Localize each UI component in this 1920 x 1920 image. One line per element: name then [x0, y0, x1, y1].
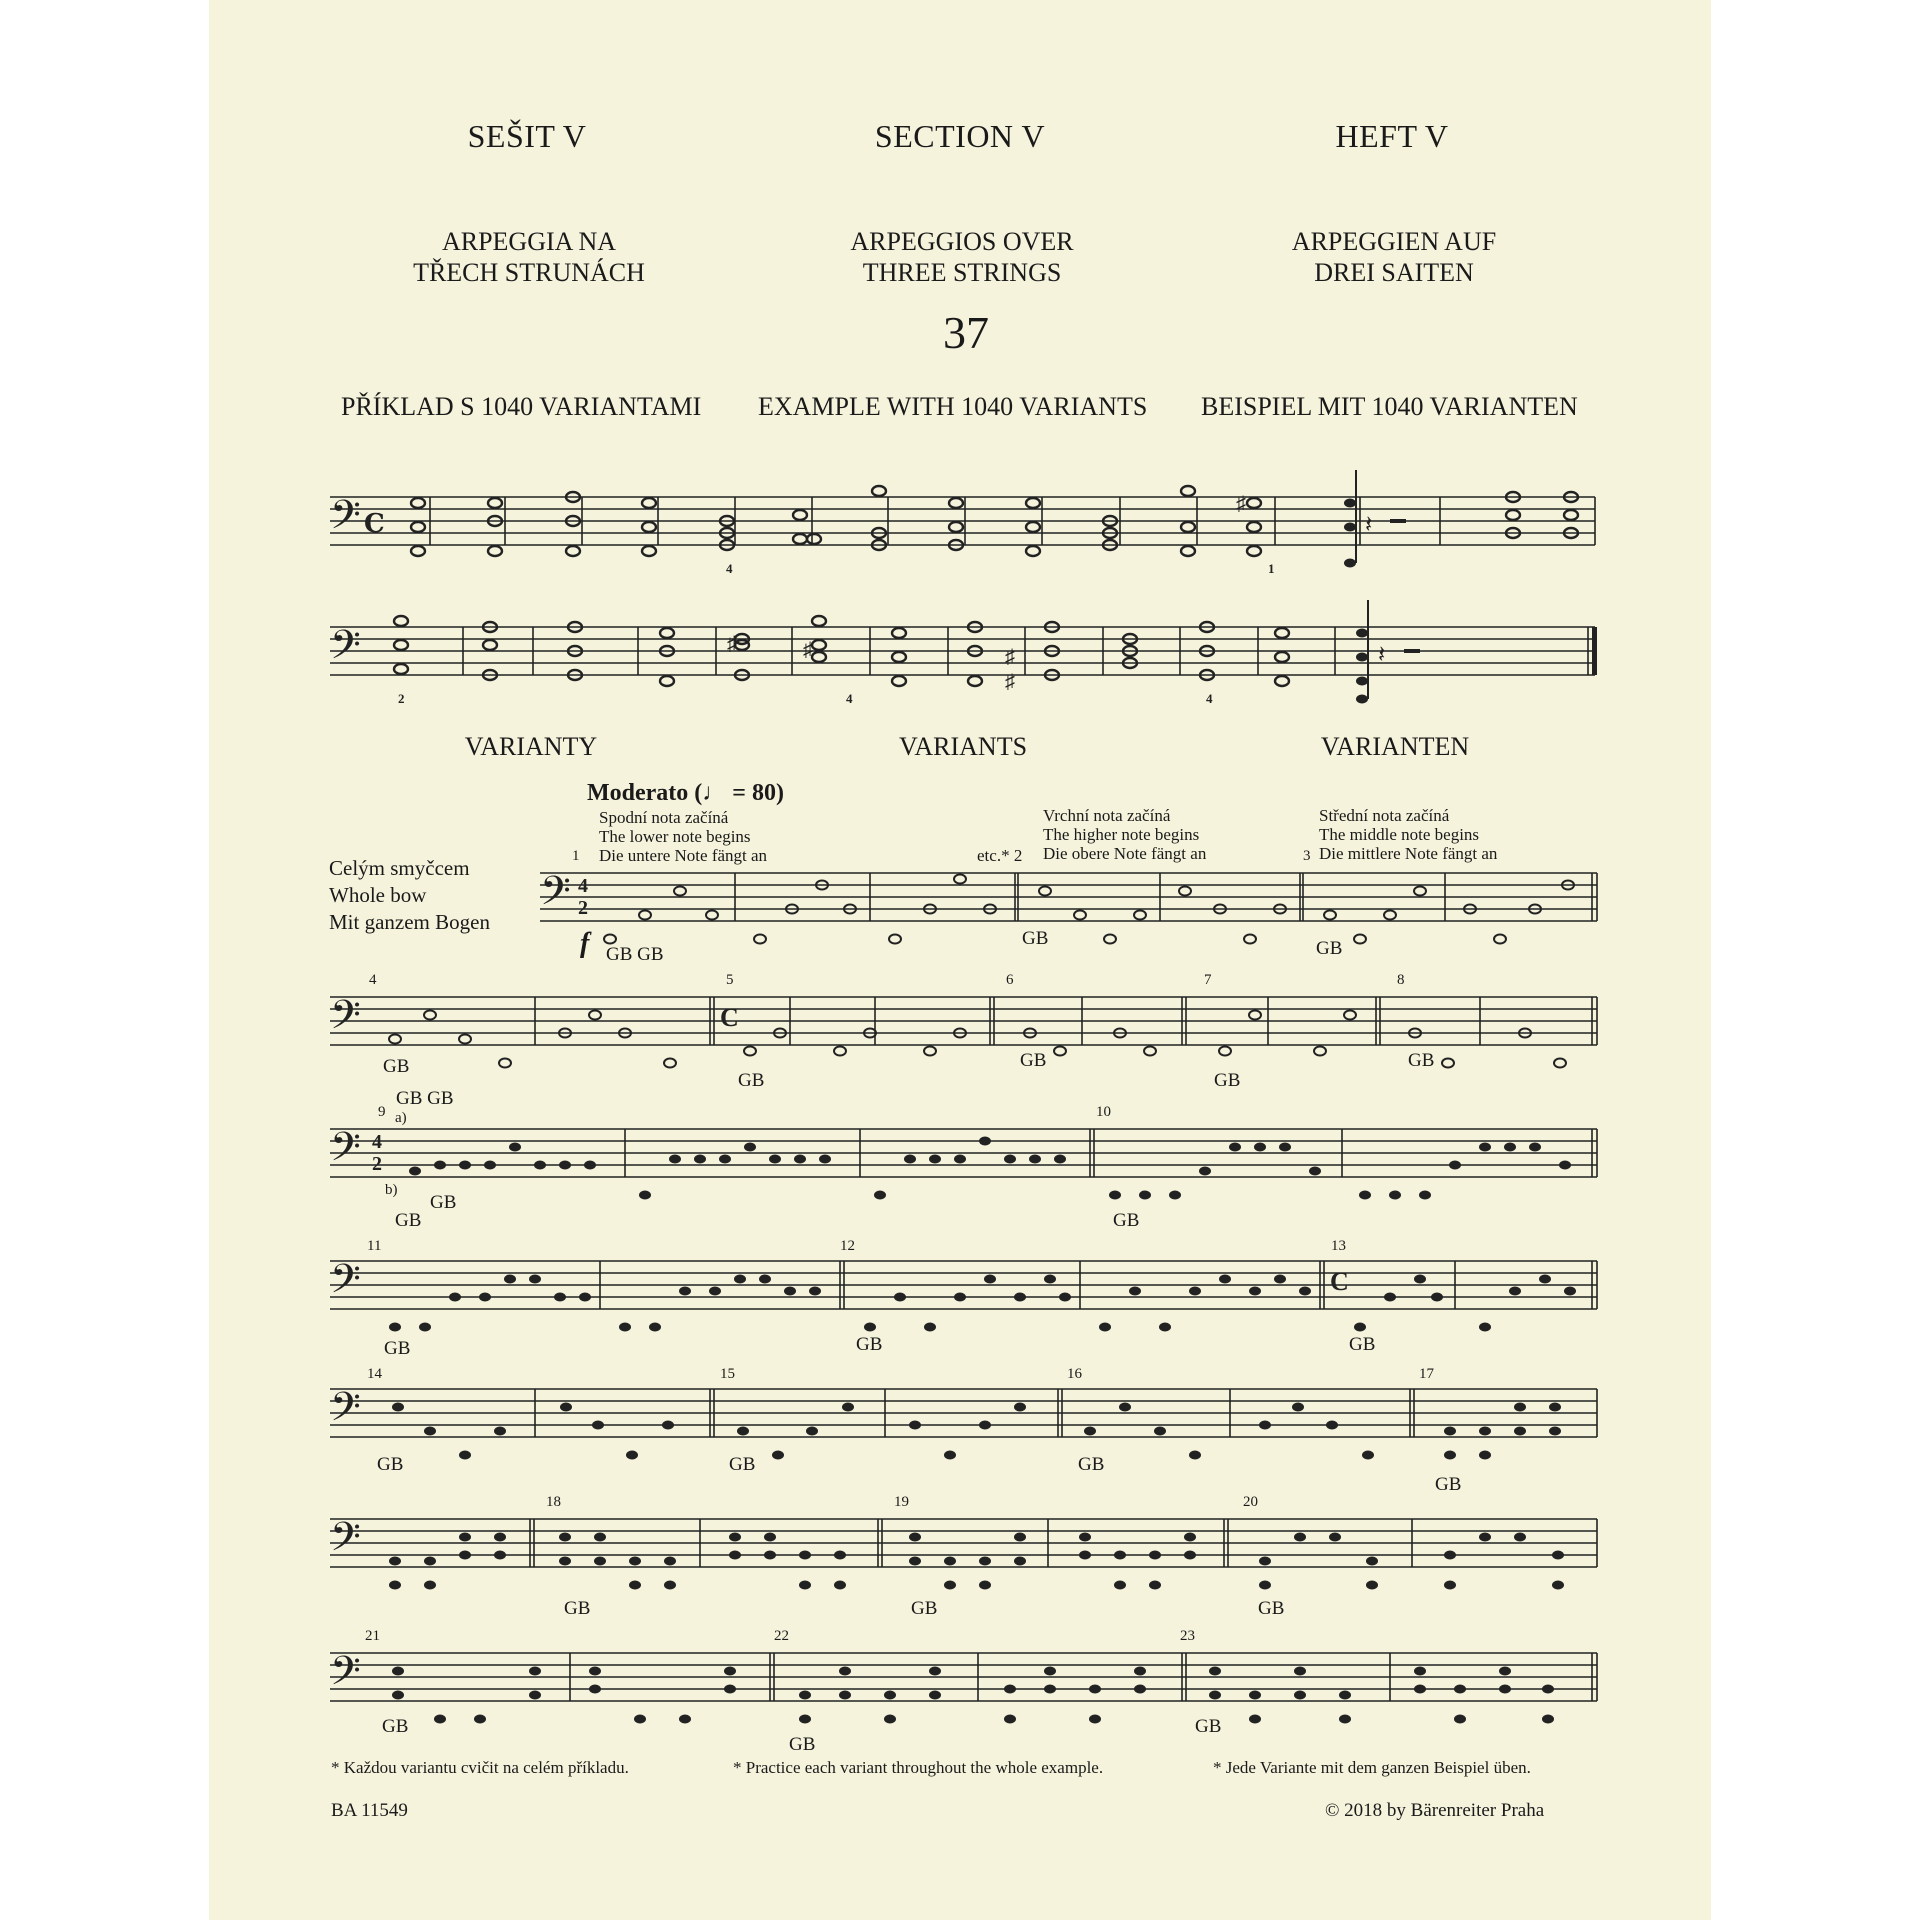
staff-variants-3 [330, 1112, 1600, 1212]
catalog-number: BA 11549 [331, 1800, 408, 1821]
score-page [209, 0, 1711, 1920]
measure-number-4: 4 [369, 972, 377, 988]
gb-mark: GB [1020, 1050, 1047, 1071]
gb-mark: GB GB [606, 944, 664, 965]
svg-text:♯: ♯ [803, 639, 813, 661]
subtitle-german: ARPEGGIEN AUF DREI SAITEN [1291, 227, 1497, 287]
variants-english: VARIANTS [898, 732, 1028, 761]
gb-mark: GB [383, 1056, 410, 1077]
svg-text:♯: ♯ [1005, 671, 1015, 693]
svg-text:𝄢: 𝄢 [330, 492, 361, 548]
staff-variants-6 [330, 1502, 1600, 1602]
gb-mark: GB [1022, 928, 1049, 949]
staff-chords-1 [330, 470, 1600, 590]
etc-mark: etc.* 2 [977, 846, 1023, 865]
staff-variants-4 [330, 1244, 1600, 1344]
measure-number-7: 7 [1204, 972, 1212, 988]
example-english: EXAMPLE WITH 1040 VARIANTS [758, 392, 1148, 421]
gb-mark: GB [1113, 1210, 1140, 1231]
svg-text:4: 4 [846, 691, 853, 706]
measure-number-15: 15 [720, 1366, 735, 1382]
measure-number-9: 9 [378, 1104, 386, 1120]
measure-number-6: 6 [1006, 972, 1014, 988]
footnote-german: * Jede Variante mit dem ganzen Beispiel üben. [1213, 1758, 1531, 1777]
gb-mark: GB [377, 1454, 404, 1475]
footnote-czech: * Každou variantu cvičit na celém příkladu. [331, 1758, 629, 1777]
measure-number-14: 14 [367, 1366, 382, 1382]
measure-number-1: 1 [572, 848, 580, 864]
gb-mark: GB [729, 1454, 756, 1475]
svg-text:𝄢: 𝄢 [330, 1126, 361, 1179]
subtitle-english: ARPEGGIOS OVER THREE STRINGS [850, 227, 1074, 287]
staff-variants-7 [330, 1636, 1600, 1736]
staff-variants-1 [540, 856, 1600, 956]
svg-text:4: 4 [578, 875, 588, 897]
middle-note-begins: Střední nota začíná The middle note begins Die mittlere Note fängt an [1319, 806, 1498, 863]
svg-text:𝄢: 𝄢 [330, 1258, 361, 1311]
gb-mark: GB [1258, 1598, 1285, 1619]
variants-german: VARIANTEN [1320, 732, 1470, 761]
svg-text:2: 2 [578, 897, 588, 919]
higher-note-begins: Vrchní nota začíná The higher note begins Die obere Note fängt an [1043, 806, 1207, 863]
svg-text:𝄽: 𝄽 [1378, 642, 1386, 668]
gb-mark: GB [1078, 1454, 1105, 1475]
measure-number-19: 19 [894, 1494, 909, 1510]
gb-mark: GB [384, 1338, 411, 1359]
footnote-english: * Practice each variant throughout the whole example. [733, 1758, 1104, 1777]
measure-number-5: 5 [726, 972, 734, 988]
measure-number-23: 23 [1180, 1628, 1195, 1644]
copyright: © 2018 by Bärenreiter Praha [1325, 1800, 1545, 1821]
svg-text:𝄢: 𝄢 [330, 622, 361, 678]
gb-mark: GB [1408, 1050, 1435, 1071]
gb-mark: GB [856, 1334, 883, 1355]
measure-number-20: 20 [1243, 1494, 1258, 1510]
measure-number-12: 12 [840, 1238, 855, 1254]
measure-number-3: 3 [1303, 848, 1311, 864]
lower-note-begins: Spodní nota začíná The lower note begins Die untere Note fängt an [599, 808, 768, 865]
title-czech: SEŠIT V [467, 118, 587, 154]
svg-text:𝄢: 𝄢 [540, 870, 571, 923]
svg-text:𝄢: 𝄢 [330, 1516, 361, 1569]
svg-text:C: C [1330, 1267, 1349, 1296]
svg-text:4: 4 [726, 561, 733, 576]
svg-text:4: 4 [372, 1131, 382, 1153]
measure-number-17: 17 [1419, 1366, 1434, 1382]
exercise-number: 37 [943, 307, 989, 358]
gb-mark: GB [1195, 1716, 1222, 1737]
measure-number-22: 22 [774, 1628, 789, 1644]
measure-number-8: 8 [1397, 972, 1405, 988]
staff-variants-5 [330, 1372, 1600, 1472]
measure-number-18: 18 [546, 1494, 561, 1510]
svg-text:1: 1 [1268, 561, 1275, 576]
measure-number-13: 13 [1331, 1238, 1346, 1254]
dynamic-forte: f [580, 928, 590, 959]
gb-mark: GB [911, 1598, 938, 1619]
staff-chords-2 [330, 600, 1600, 720]
svg-text:C: C [364, 509, 385, 539]
example-german: BEISPIEL MIT 1040 VARIANTEN [1201, 392, 1578, 421]
svg-text:𝄢: 𝄢 [330, 994, 361, 1047]
svg-text:𝄢: 𝄢 [330, 1650, 361, 1703]
measure-number-16: 16 [1067, 1366, 1082, 1382]
whole-bow-instruction: Celým smyčcem Whole bow Mit ganzem Bogen [329, 856, 490, 934]
gb-mark: GB [1316, 938, 1343, 959]
title-english: SECTION V [874, 118, 1046, 154]
gb-mark: GB [382, 1716, 409, 1737]
svg-text:♯: ♯ [727, 633, 737, 655]
gb-mark: GB [395, 1210, 422, 1231]
gb-mark: GB [1349, 1334, 1376, 1355]
gb-mark: GB [1214, 1070, 1241, 1091]
svg-text:♯: ♯ [1005, 646, 1015, 668]
svg-text:𝄽: 𝄽 [1365, 512, 1373, 538]
subtitle-czech: ARPEGGIA NA TŘECH STRUNÁCH [413, 227, 645, 287]
measure-number-10: 10 [1096, 1104, 1111, 1120]
gb-mark: GB [1435, 1474, 1462, 1495]
svg-text:C: C [720, 1003, 739, 1032]
title-german: HEFT V [1335, 118, 1449, 154]
svg-text:2: 2 [372, 1153, 382, 1175]
svg-text:𝄢: 𝄢 [330, 1386, 361, 1439]
gb-mark: GB [564, 1598, 591, 1619]
gb-mark: GB GB [396, 1088, 454, 1109]
tempo-marking: Moderato (♩ = 80) [587, 780, 784, 806]
measure-number-21: 21 [365, 1628, 380, 1644]
svg-text:2: 2 [398, 691, 405, 706]
svg-text:♯: ♯ [1236, 493, 1246, 515]
variant-b-label: b) [385, 1182, 398, 1198]
svg-text:4: 4 [1206, 691, 1213, 706]
measure-number-11: 11 [367, 1238, 382, 1254]
example-czech: PŘÍKLAD S 1040 VARIANTAMI [341, 392, 702, 421]
gb-mark: GB [738, 1070, 765, 1091]
gb-mark: GB [430, 1192, 457, 1213]
gb-mark: GB [789, 1734, 816, 1755]
variants-czech: VARIANTY [464, 732, 598, 761]
variant-a-label: a) [395, 1110, 407, 1126]
